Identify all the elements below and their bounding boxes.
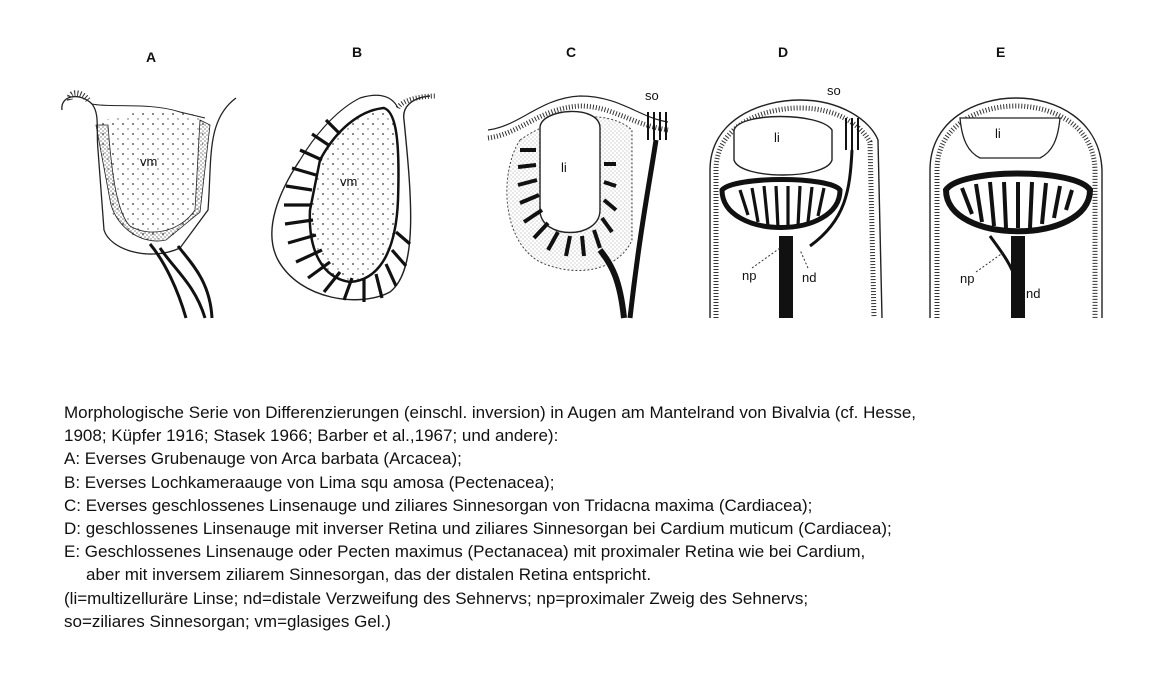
caption-line: B: Everses Lochkameraauge von Lima squ amosa (Pectenacea); xyxy=(64,472,555,492)
panel-letter-b: B xyxy=(352,44,363,60)
label-b-vm: vm xyxy=(340,174,358,189)
label-a-vm: vm xyxy=(140,154,158,169)
panel-a xyxy=(62,49,236,318)
panel-letter-c: C xyxy=(566,44,577,60)
panel-e xyxy=(930,44,1102,318)
caption-line: so=ziliares Sinnesorgan; vm=glasiges Gel.) xyxy=(64,611,391,631)
caption-line: A: Everses Grubenauge von Arca barbata (Arcacea); xyxy=(64,449,462,469)
caption-line: D: geschlossenes Linsenauge mit inverser Retina und ziliares Sinnesorgan bei Cardium muticum (Cardiacea); xyxy=(64,519,892,539)
panel-letter-d: D xyxy=(778,44,789,60)
caption-line: C: Everses geschlossenes Linsenauge und ziliares Sinnesorgan von Tridacna maxima (Cardiacea); xyxy=(64,495,813,515)
label-d-nd: nd xyxy=(802,270,817,285)
label-e-nd: nd xyxy=(1026,286,1041,301)
caption-line: (li=multizelluräre Linse; nd=distale Verzweifung des Sehnervs; np=proximaler Zweig des Sehnervs; xyxy=(64,588,809,608)
label-c-so: so xyxy=(645,88,659,103)
label-e-np: np xyxy=(960,271,975,286)
panel-letter-e: E xyxy=(996,44,1006,60)
panel-letter-a: A xyxy=(146,49,157,65)
label-d-np: np xyxy=(742,268,757,283)
panel-c xyxy=(488,44,668,318)
caption-line: 1908; Küpfer 1916; Stasek 1966; Barber et al.,1967; und andere): xyxy=(64,426,559,446)
figure-caption xyxy=(64,401,1144,633)
caption-line: Morphologische Serie von Differenzierungen (einschl. inversion) in Augen am Mantelrand von Bivalvia (cf. Hesse, xyxy=(64,403,917,422)
label-d-li: li xyxy=(774,130,780,145)
panel-d xyxy=(710,44,882,318)
caption-line: E: Geschlossenes Linsenauge oder Pecten maximus (Pectanacea) mit proximaler Retina wie bei Cardium, xyxy=(64,542,866,562)
label-c-li: li xyxy=(561,160,567,175)
label-e-li: li xyxy=(995,126,1001,141)
panel-b xyxy=(272,44,436,302)
caption-line: aber mit inversem ziliarem Sinnesorgan, das der distalen Retina entspricht. xyxy=(86,565,652,585)
label-d-so: so xyxy=(827,83,841,98)
